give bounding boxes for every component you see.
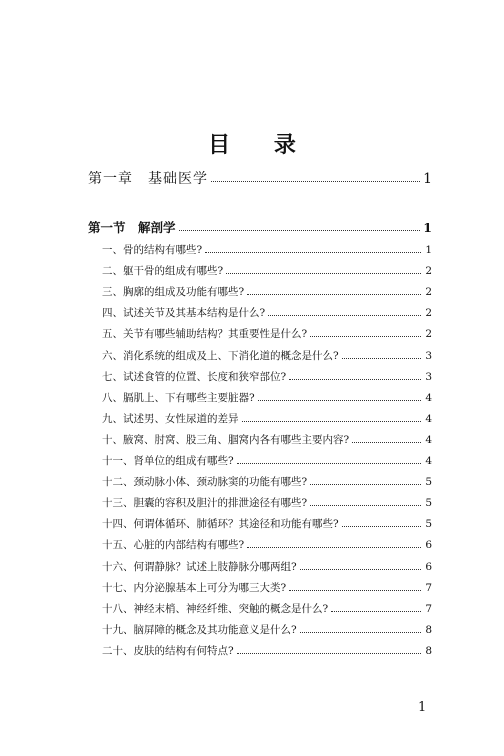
toc-entry-label: 八、膈肌上、下有哪些主要脏器? [102, 391, 255, 404]
toc-item-entry[interactable] [88, 474, 432, 489]
toc-entry-label: 九、试述男、女性尿道的差异 [102, 412, 239, 425]
toc-entry-label: 二、躯干骨的组成有哪些? [102, 265, 224, 278]
leader-dots [300, 569, 421, 570]
toc-entry-page: 8 [425, 623, 432, 636]
toc-entry-page: 6 [425, 539, 432, 552]
toc-item-entry[interactable] [88, 326, 432, 341]
toc-entry-page: 5 [425, 518, 432, 531]
toc-item-entry[interactable] [88, 305, 432, 320]
toc-entry-page: 2 [425, 286, 432, 299]
toc-entry-label: 六、消化系统的组成及上、下消化道的概念是什么? [102, 349, 339, 362]
toc-item-entry[interactable] [88, 284, 432, 299]
toc-entry-label: 五、关节有哪些辅助结构？其重要性是什么? [102, 328, 308, 341]
toc-entry-page: 6 [425, 560, 432, 573]
toc-entry-page: 1 [423, 220, 432, 235]
toc-entry-page: 3 [425, 370, 432, 383]
toc-entry-page: 2 [425, 328, 432, 341]
leader-dots [352, 442, 421, 443]
leader-dots [242, 421, 422, 422]
leader-dots [310, 336, 421, 337]
leader-dots [247, 294, 421, 295]
toc-item-entry[interactable] [88, 432, 432, 447]
toc-item-entry[interactable] [88, 559, 432, 574]
toc-item-entry[interactable] [88, 390, 432, 405]
toc-entry-page: 4 [425, 433, 432, 446]
leader-dots [268, 315, 421, 316]
toc-item-entry[interactable] [88, 348, 432, 363]
toc-entry-page: 4 [425, 412, 432, 425]
toc-item-entry[interactable] [88, 580, 432, 595]
toc-entry-page: 1 [423, 171, 432, 187]
toc-item-entry[interactable] [88, 453, 432, 468]
leader-dots [237, 463, 421, 464]
leader-dots [258, 400, 421, 401]
toc-entry-label: 十六、何谓静脉？试述上肢静脉分哪两组? [102, 560, 297, 573]
toc-entry-page: 1 [425, 244, 432, 256]
leader-dots [226, 273, 421, 274]
toc-entry-label: 十、腋窝、肘窝、股三角、腘窝内各有哪些主要内容? [102, 433, 350, 446]
leader-dots [205, 252, 421, 253]
toc-entry-label: 十七、内分泌腺基本上可分为哪三大类? [102, 581, 287, 594]
toc-item-entry[interactable] [88, 622, 432, 637]
toc-entry-label: 七、试述食管的位置、长度和狭窄部位? [102, 370, 287, 383]
leader-dots [211, 181, 420, 182]
page-number: 1 [418, 700, 427, 715]
toc-entry-page: 5 [425, 476, 432, 489]
toc-item-entry[interactable] [88, 369, 432, 384]
toc-entry-page: 3 [425, 349, 432, 362]
page-title: 目 录 [208, 132, 314, 158]
toc-item-entry[interactable] [88, 263, 432, 278]
toc-entry-page: 5 [425, 497, 432, 510]
toc-item-entry[interactable] [88, 537, 432, 552]
toc-entry-label: 十一、肾单位的组成有哪些? [102, 455, 234, 467]
toc-entry-page: 4 [425, 455, 432, 467]
leader-dots [331, 611, 421, 612]
toc-entry-page: 8 [425, 644, 432, 657]
toc-entry-page: 4 [425, 391, 432, 404]
leader-dots [237, 653, 421, 654]
leader-dots [289, 379, 421, 380]
toc-entry-page: 2 [425, 307, 432, 320]
toc-item-entry[interactable] [88, 516, 432, 531]
toc-item-entry[interactable] [88, 495, 432, 510]
leader-dots [247, 547, 421, 548]
toc-entry-label: 二十、皮肤的结构有何特点? [102, 644, 234, 657]
toc-section-entry[interactable] [88, 218, 432, 236]
leader-dots [310, 484, 421, 485]
toc-item-entry[interactable] [88, 242, 432, 257]
toc-entry-label: 一、骨的结构有哪些? [102, 244, 203, 256]
toc-entry-label: 第一章 基础医学 [88, 171, 208, 187]
toc-item-entry[interactable] [88, 601, 432, 616]
leader-dots [342, 526, 421, 527]
toc-entry-label: 十五、心脏的内部结构有哪些? [102, 539, 245, 552]
toc-entry-label: 十四、何谓体循环、肺循环？其途径和功能有哪些? [102, 518, 339, 531]
toc-entry-label: 十九、脑屏障的概念及其功能意义是什么? [102, 623, 297, 636]
toc-entry-page: 7 [425, 581, 432, 594]
leader-dots [289, 590, 421, 591]
toc-item-entry[interactable] [88, 411, 432, 426]
toc-entry-page: 7 [425, 602, 432, 615]
leader-dots [300, 632, 421, 633]
toc-entry-label: 三、胸廓的组成及功能有哪些? [102, 286, 245, 299]
toc-entry-label: 十三、胆囊的容积及胆汁的排泄途径有哪些? [102, 497, 308, 510]
toc-chapter-entry[interactable] [88, 168, 432, 188]
toc-entry-label: 十八、神经末梢、神经纤维、突触的概念是什么? [102, 602, 329, 615]
toc-entry-label: 第一节 解剖学 [88, 220, 176, 235]
leader-dots [342, 358, 421, 359]
toc-item-entry[interactable] [88, 643, 432, 658]
toc-entry-page: 2 [425, 265, 432, 278]
leader-dots [310, 505, 421, 506]
leader-dots [179, 230, 421, 231]
toc-entry-label: 十二、颈动脉小体、颈动脉窦的功能有哪些? [102, 476, 308, 489]
toc-entry-label: 四、试述关节及其基本结构是什么? [102, 307, 266, 320]
